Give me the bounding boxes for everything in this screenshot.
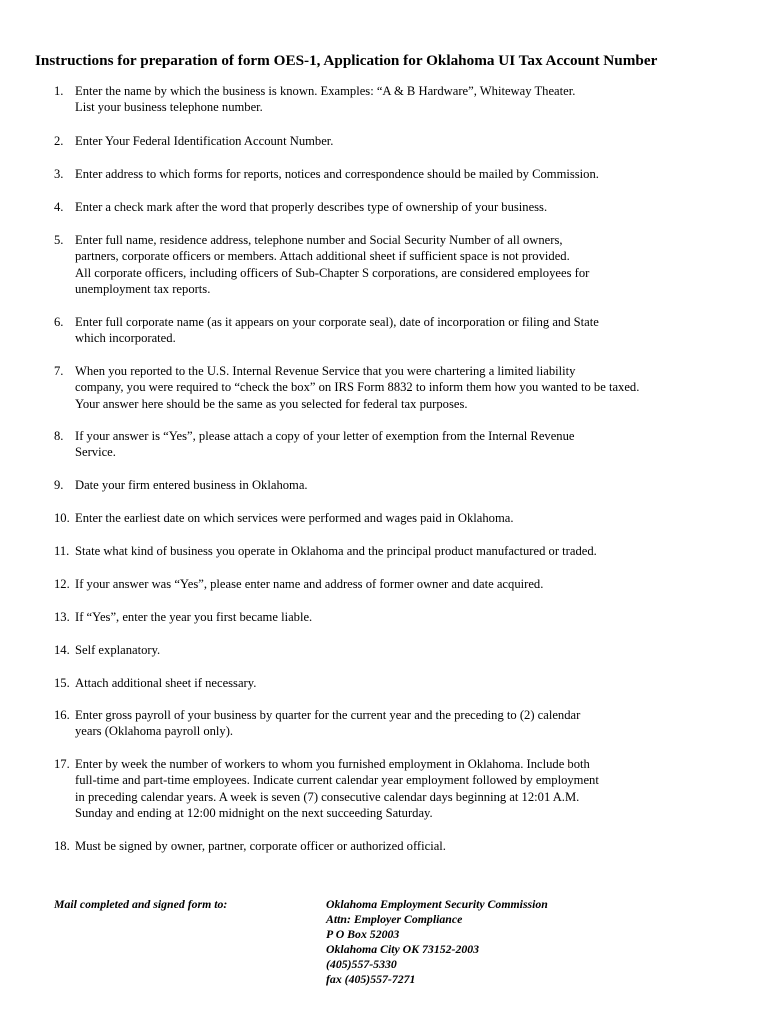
item-text: Enter the name by which the business is known. Examples: “A & B Hardware”, Whiteway Theater. List your business telephone number. <box>75 84 576 115</box>
item-number: 7. <box>54 364 64 378</box>
item-text: If your answer is “Yes”, please attach a copy of your letter of exemption from the Internal Revenue Service. <box>75 429 575 460</box>
item-number: 18. <box>54 839 70 853</box>
item-text: Enter a check mark after the word that properly describes type of ownership of your business. <box>75 200 548 214</box>
phone-number: (405)557-5330 <box>326 956 397 971</box>
item-number: 1. <box>54 84 64 98</box>
item-number: 6. <box>54 315 64 329</box>
instruction-item-17 <box>54 756 754 822</box>
instruction-item-13 <box>54 609 754 625</box>
item-number: 8. <box>54 429 64 443</box>
instruction-item-18 <box>54 838 754 854</box>
item-number: 5. <box>54 233 64 247</box>
item-text: When you reported to the U.S. Internal Revenue Service that you were chartering a limited liability company, you were required to “check the box” on IRS Form 8832 to inform them how you wanted to be taxed. Your answer here should be the same as you selected for federal tax purposes. <box>75 364 640 411</box>
item-text: Must be signed by owner, partner, corporate officer or authorized official. <box>75 839 446 853</box>
instruction-item-8 <box>54 428 754 461</box>
address-line: Attn: Employer Compliance <box>326 911 463 926</box>
instruction-item-15 <box>54 675 754 691</box>
item-text: If “Yes”, enter the year you first became liable. <box>75 610 313 624</box>
instruction-item-7 <box>54 363 754 412</box>
item-text: Enter full corporate name (as it appears on your corporate seal), date of incorporation or filing and State which incorporated. <box>75 315 599 346</box>
item-number: 3. <box>54 167 64 181</box>
item-number: 9. <box>54 478 64 492</box>
instruction-item-2 <box>54 133 754 149</box>
item-number: 14. <box>54 643 70 657</box>
item-text: Attach additional sheet if necessary. <box>75 676 257 690</box>
instruction-item-5 <box>54 232 754 298</box>
fax-number: fax (405)557-7271 <box>326 971 416 986</box>
mailing-address <box>326 897 548 986</box>
item-text: Self explanatory. <box>75 643 161 657</box>
instruction-item-10 <box>54 510 754 526</box>
instruction-item-1 <box>54 83 754 116</box>
address-line: Oklahoma City OK 73152-2003 <box>326 941 480 956</box>
instruction-item-16 <box>54 707 754 740</box>
item-number: 16. <box>54 708 70 722</box>
instruction-item-14 <box>54 642 754 658</box>
item-text: Enter address to which forms for reports, notices and correspondence should be mailed by Commission. <box>75 167 599 181</box>
item-number: 15. <box>54 676 70 690</box>
instruction-item-9 <box>54 477 754 493</box>
address-line: Oklahoma Employment Security Commission <box>326 897 548 911</box>
item-number: 13. <box>54 610 70 624</box>
instruction-item-4 <box>54 199 754 215</box>
item-number: 12. <box>54 577 70 591</box>
item-text: Date your firm entered business in Oklahoma. <box>75 478 308 492</box>
address-line: P O Box 52003 <box>326 926 400 941</box>
instruction-item-11 <box>54 543 754 559</box>
document-title: Instructions for preparation of form OES-1, Application for Oklahoma UI Tax Account Number <box>35 52 658 69</box>
item-text: If your answer was “Yes”, please enter name and address of former owner and date acquired. <box>75 577 544 591</box>
item-text: Enter gross payroll of your business by quarter for the current year and the preceding to (2) calendar years (Oklahoma payroll only). <box>75 708 581 739</box>
item-number: 4. <box>54 200 64 214</box>
instruction-item-12 <box>54 576 754 592</box>
item-number: 10. <box>54 511 70 525</box>
item-text: Enter full name, residence address, telephone number and Social Security Number of all owners, partners, corporate officers or members. Attach additional sheet if sufficient space is not provided. All corporate officers, including officers of Sub-Chapter S corporations, are considered employees for unemployment tax reports. <box>75 233 590 297</box>
mail-instruction-label: Mail completed and signed form to: <box>54 897 228 911</box>
item-number: 11. <box>54 544 70 558</box>
instruction-item-6 <box>54 314 754 347</box>
item-text: Enter by week the number of workers to whom you furnished employment in Oklahoma. Include both full-time and part-time employees. Indicate current calendar year employment followed by employment in preceding calendar years. A week is seven (7) consecutive calendar days beginning at 12:01 A.M. Sunday and ending at 12:00 midnight on the next succeeding Saturday. <box>75 757 599 821</box>
item-number: 2. <box>54 134 64 148</box>
item-text: Enter the earliest date on which services were performed and wages paid in Oklahoma. <box>75 511 514 525</box>
instruction-item-3 <box>54 166 754 182</box>
item-text: Enter Your Federal Identification Account Number. <box>75 134 334 148</box>
item-text: State what kind of business you operate in Oklahoma and the principal product manufactured or traded. <box>75 544 597 558</box>
item-number: 17. <box>54 757 70 771</box>
